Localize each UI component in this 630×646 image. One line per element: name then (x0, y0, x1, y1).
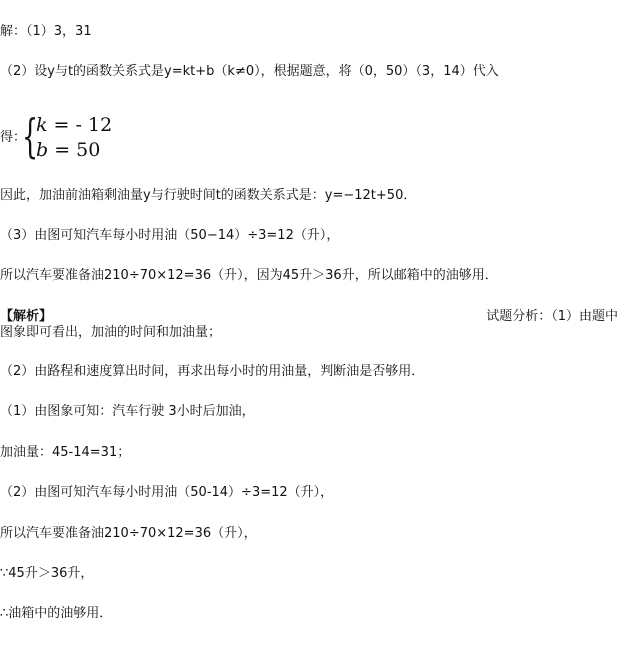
analysis-line-4: 加油量：45-14=31； (0, 445, 131, 460)
result-label: 得： (0, 130, 27, 145)
var-k: k (36, 114, 48, 136)
equation-k-value: = - 12 (47, 114, 113, 136)
analysis-line-6: 所以汽车要准备油210÷70×12=36（升）， (0, 526, 257, 541)
analysis-line-7: ∵45升＞36升， (0, 566, 94, 581)
analysis-line-8: ∴油箱中的油够用． (0, 606, 113, 621)
analysis-line-2: （2）由路程和速度算出时间，再求出每小时的用油量，判断油是否够用． (0, 364, 425, 379)
answer-conclusion: 所以汽车要准备油210÷70×12=36（升），因为45升＞36升，所以邮箱中的油够用． (0, 268, 498, 283)
brace-symbol: { (22, 109, 39, 163)
answer-part1: 解：（1）3，31 (0, 24, 92, 39)
analysis-intro: 试题分析：（1）由题中 (486, 309, 618, 324)
equation-b-value: = 50 (48, 139, 101, 161)
analysis-heading: 【解析】 (0, 309, 53, 324)
answer-part3: （3）由图可知汽车每小时用油（50−14）÷3=12（升）， (0, 228, 340, 243)
equation-b (36, 139, 100, 161)
function-result: 因此，加油前油箱剩油量y与行驶时间t的函数关系式是：y=−12t+50． (0, 188, 417, 203)
analysis-line-1: 图象即可看出，加油的时间和加油量； (0, 325, 222, 340)
answer-part2-setup: （2）设y与t的函数关系式是y=kt+b（k≠0），根据题意，将（0，50）（3，14）代入 (0, 64, 499, 79)
equation-k (36, 114, 112, 136)
analysis-line-5: （2）由图可知汽车每小时用油（50-14）÷3=12（升）， (0, 485, 334, 500)
analysis-line-3: （1）由图象可知：汽车行驶 3小时后加油， (0, 404, 255, 419)
var-b: b (36, 139, 49, 161)
